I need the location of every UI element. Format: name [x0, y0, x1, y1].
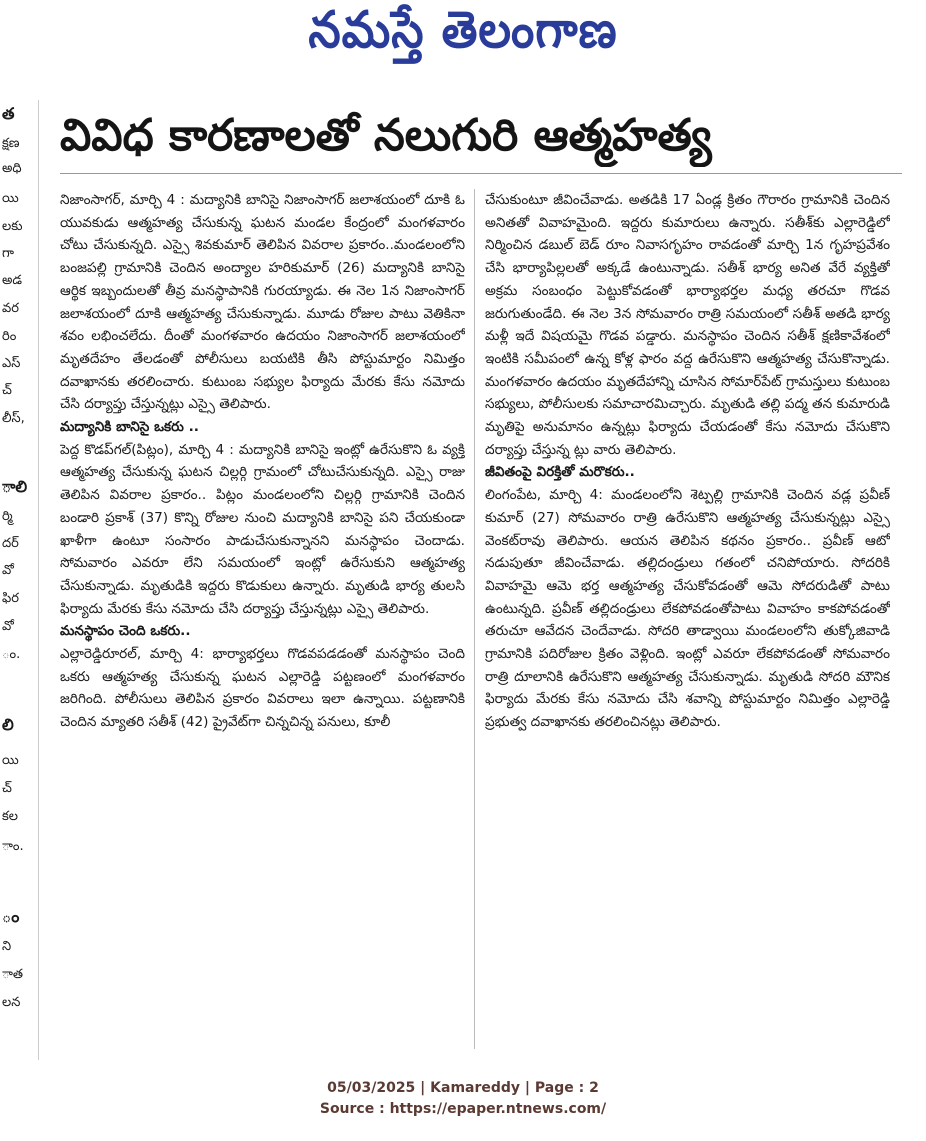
strip-fragment: గా — [2, 246, 14, 261]
article-headline: వివిధ కారణాలతో నలుగురి ఆత్మహత్య — [60, 110, 712, 161]
adjacent-column-fragments — [0, 100, 40, 1060]
page-footer — [0, 1078, 926, 1120]
article-paragraph: పెద్ద కొడప్‌గల్(పిట్లం), మార్చి 4 : మద్యానికి బానిసై ఇంట్లో ఉరేసుకొని ఓ వ్యక్తి ఆత్మహత్య చేసుకున్న ఘటన చిల్లర్గి గ్రామంలో చోటుచేసుకున్నది. ఎస్సై రాజు తెలిపిన వివరాల ప్రకారం.. పిట్లం మండలంలోని చిల్లర్గి గ్రామానికి చెందిన బండారి ప్రకాశ్ (37) కొన్ని రోజుల నుంచి మద్యానికి బానిసై పని చేయకుండా ఖాళీగా ఉంటూ సంసారం పాడుచేసుకున్నానని మనస్థాపం చెందాడు. సోమవారం ఎవరూ లేని సమయంలో ఇంట్లో ఉరేసుకుని ఆత్మహత్య చేసుకున్నాడు. మృతుడికి ఇద్దరు కొడుకులు ఉన్నారు. మృతుడి భార్య తులసి ఫిర్యాదు మేరకు కేసు నమోదు చేసి దర్యాప్తు చేస్తున్నట్లు ఎస్సై తెలిపారు. — [60, 441, 465, 617]
article-paragraph: లింగంపేట, మార్చి 4: మండలంలోని శెట్పల్లి గ్రామానికి చెందిన వడ్ల ప్రవీణ్ కుమార్ (27) సోమవారం రాత్రి ఉరేసుకొని ఆత్మహత్య చేసుకున్నట్లు ఎస్సై వెంకట్‌రావు తెలిపారు. ఆయన తెలిపిన కథనం ప్రకారం.. ప్రవీణ్ ఆటో నడుపుతూ జీవించేవాడు. తల్లిదండ్రులు గతంలో చనిపోయారు. సోదరికి వివాహమై ఆమె భర్త ఆత్మహత్య చేసుకోవడంతో ఆమె సోదరుడితో పాటు ఉంటున్నది. ప్రవీణ్ తల్లిదండ్రులు లేకపోవడంతోపాటు వివాహం కాకపోవడంతో తరుచూ ఆవేదన చెందేవాడు. సోదరి తాడ్వాయి మండలంలోని తుక్కోజివాడి గ్రామానికి పదిరోజుల క్రితం వెళ్లింది. ఇంట్లో ఎవరూ లేకపోవడంతో సోమవారం రాత్రి దూలానికి ఉరేసుకొని ఆత్మహత్య చేసుకున్నాడు. మృతుడి సోదరి మౌనిక ఫిర్యాదు మేరకు కేసు నమోదు చేసి శవాన్ని పోస్టుమార్టం నిమిత్తం ఎల్లారెడ్డి ప్రభుత్వ దవాఖానకు తరలించినట్లు తెలిపారు. — [485, 487, 890, 731]
strip-fragment: యి — [2, 191, 19, 206]
headline-divider — [60, 173, 902, 174]
article-subhead: మనస్థాపం చెంది ఒకరు.. — [60, 623, 191, 640]
strip-fragment: లకు — [2, 219, 23, 234]
strip-fragment: వో — [2, 563, 14, 578]
strip-fragment: ఎస్ — [2, 356, 21, 371]
strip-fragment: క్షణ — [2, 136, 20, 151]
strip-fragment: ర్మి — [2, 509, 13, 524]
article-paragraph: చేసుకుంటూ జీవించేవాడు. అతడికి 17 ఏండ్ల క్రితం గౌరారం గ్రామానికి చెందిన అనితతో వివాహమైంది. ఇద్దరు కుమారులు ఉన్నారు. సతీశ్‌కు ఎల్లారెడ్డిలో నిర్మించిన డబుల్ బెడ్ రూం నివాసగృహం రావడంతో మార్చి 1న గృహప్రవేశం చేసి భార్యాపిల్లలతో అక్కడే ఉంటున్నాడు. సతీశ్ భార్య అనిత వేరే వ్యక్తితో అక్రమ సంబంధం పెట్టుకోవడంతో భార్యాభర్తల మధ్య తరచూ గొడవ జరుగుతుండేది. ఈ నెల 3న సోమవారం రాత్రి సమయంలో సతీశ్ అతడి భార్య మళ్లీ ఇదే విషయమై గొడవ పడ్డారు. మనస్థాపం చెందిన సతీశ్ క్షణికావేశంలో ఇంటికి సమీపంలో ఉన్న కోళ్ల ఫారం వద్ద ఉరేసుకొని ఆత్మహత్య చేసుకొన్నాడు. మంగళవారం ఉదయం మృతదేహాన్ని చూసిన సోమార్‌పేట్ గ్రామస్తులు కుటుంబ సభ్యులు, పోలీసులకు సమాచారమిచ్చారు. మృతుడి తల్లి పద్మ తన కుమారుడి మృతిపై అనుమానం ఉన్నట్లు ఫిర్యాదు చేయడంతో కేసు నమోదు చేసుకొని దర్యాప్తు చేస్తున్న ట్లు వారు తెలిపారు. — [485, 192, 890, 458]
strip-fragment: కల — [2, 809, 19, 824]
column-divider — [474, 189, 475, 1049]
strip-fragment: అడ — [2, 273, 23, 288]
masthead — [0, 0, 926, 72]
masthead-logo: నమస్తే తెలంగాణ — [308, 0, 618, 60]
strip-fragment: ాలి — [2, 477, 28, 496]
footer-source[interactable]: Source : https://epaper.ntnews.com/ — [319, 1101, 607, 1117]
article-subhead: జీవితంపై విరక్తితో మరొకరు.. — [485, 464, 635, 481]
strip-divider — [38, 100, 39, 1060]
strip-fragment: యి — [2, 753, 19, 768]
strip-fragment: చ్ — [2, 781, 12, 796]
strip-fragment: లి — [2, 715, 14, 734]
strip-fragment: ం — [2, 907, 20, 926]
article-right-column — [485, 189, 890, 1059]
strip-fragment: అధి — [2, 161, 22, 176]
article-paragraph: ఎల్లారెడ్డిరూరల్, మార్చి 4: భార్యాభర్తలు గొడవపడడంతో మనస్థాపం చెంది ఒకరు ఆత్మహత్య చేసుకున్న ఘటన ఎల్లారెడ్డి పట్టణంలో మంగళవారం జరిగింది. పోలీసులు తెలిపిన ప్రకారం వివరాలు ఇలా ఉన్నాయి. పట్టణానికి చెందిన మ్యాతరి సతీశ్ (42) ప్రైవేట్‌గా చిన్నచిన్న పనులు, కూలీ — [60, 646, 465, 731]
strip-fragment: రిం — [2, 329, 17, 344]
strip-fragment: త — [2, 104, 15, 123]
article-left-column — [60, 189, 465, 1059]
strip-fragment: లన — [2, 995, 21, 1010]
article — [60, 105, 902, 1065]
strip-fragment: లీస్, — [2, 411, 25, 426]
strip-fragment: ఫిర — [2, 591, 19, 606]
strip-fragment: చ్ — [2, 383, 12, 398]
article-subhead: మద్యానికి బానిసై ఒకరు .. — [60, 419, 199, 436]
strip-fragment: ాం. — [2, 839, 24, 854]
strip-fragment: దర్ — [2, 536, 19, 551]
strip-fragment: వర — [2, 301, 19, 316]
article-paragraph: నిజాంసాగర్, మార్చి 4 : మద్యానికి బానిసై నిజాంసాగర్ జలాశయంలో దూకి ఓ యువకుడు ఆత్మహత్య చేసుకున్న ఘటన మండల కేంద్రంలో మంగళవారం చోటు చేసుకున్నది. ఎస్సై శివకుమార్ తెలిపిన వివరాల ప్రకారం..మండలంలోని బంజపల్లి గ్రామానికి చెందిన అంద్యాల హరికుమార్ (26) మద్యానికి బానిసై ఆర్థిక ఇబ్బందులతో తీవ్ర మనస్థాపానికి గురయ్యాడు. ఈ నెల 1న నిజాంసాగర్ జలాశయంలో దూకి ఆత్మహత్య చేసుకున్నాడు. మూడు రోజుల పాటు వెతికినా శవం లభించలేదు. దీంతో మంగళవారం ఉదయం నిజాంసాగర్ జలాశయంలో మృతదేహం తేలడంతో పోలీసులు బయటికి తీసి పోస్టుమార్టం నిమిత్తం దవాఖానకు తరలించారు. కుటుంబ సభ్యుల ఫిర్యాదు మేరకు కేసు నమోదు చేసి దర్యాప్తు చేస్తున్నట్లు ఎస్సై తెలిపారు. — [60, 192, 465, 413]
footer-date-edition: 05/03/2025 | Kamareddy | Page : 2 — [327, 1080, 599, 1096]
strip-fragment: ని — [2, 939, 12, 954]
strip-fragment: ాత — [2, 967, 24, 982]
strip-fragment: ం. — [2, 647, 21, 662]
strip-fragment: వో — [2, 619, 14, 634]
